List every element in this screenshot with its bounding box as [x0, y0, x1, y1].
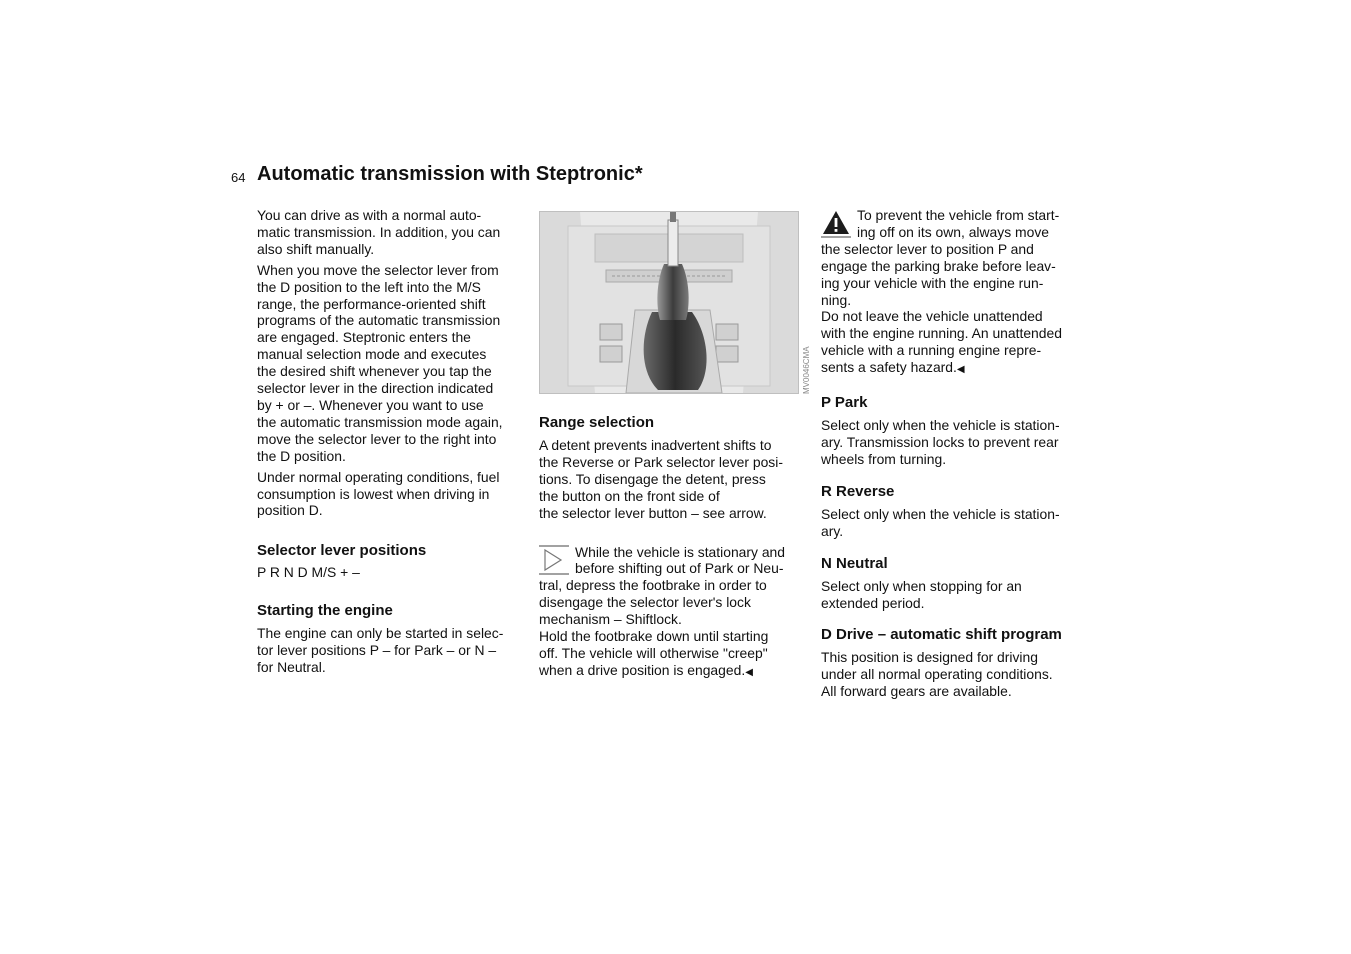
text-line: the automatic transmission mode again, [257, 413, 503, 430]
neutral-paragraph [821, 578, 1096, 612]
range-selection-paragraph [539, 437, 811, 522]
text-line: Under normal operating conditions, fuel [257, 468, 500, 485]
note-indented-lines [539, 544, 811, 578]
column-1 [257, 207, 532, 680]
range-selection-heading: Range selection [539, 414, 655, 431]
text-line: mechanism – Shiftlock. [539, 611, 682, 628]
text-line: tions. To disengage the detent, press [539, 470, 766, 487]
end-mark-icon: ◀ [956, 364, 965, 376]
text-line: the selector lever button – see arrow. [539, 504, 767, 521]
text-line: off. The vehicle will otherwise "creep" [539, 644, 768, 661]
warning-lines [821, 241, 1096, 359]
drive-paragraph [821, 649, 1096, 700]
safety-warning [821, 207, 1096, 379]
starting-engine-heading: Starting the engine [257, 602, 393, 620]
text-line: A detent prevents inadvertent shifts to [539, 437, 772, 453]
page-number: 64 [231, 170, 246, 185]
column-2 [539, 413, 811, 682]
text-line: This position is designed for driving [821, 649, 1038, 666]
page-title: Automatic transmission with Steptronic* [257, 163, 643, 185]
text-line: tor lever positions P – for Park – or N – [257, 642, 497, 659]
text-line: The engine can only be started in selec- [257, 625, 504, 642]
note-lines [539, 577, 811, 662]
text-line: the desired shift whenever you tap the [257, 363, 492, 380]
text-line: the D position to the left into the M/S [257, 278, 481, 295]
reverse-paragraph [821, 506, 1096, 540]
selector-positions-list: P R N D M/S + – [257, 564, 360, 581]
text-line: tral, depress the footbrake in order to [539, 577, 767, 594]
text-line: also shift manually. [257, 240, 375, 257]
text-line: position D. [257, 502, 323, 519]
text-line: To prevent the vehicle from start- [857, 207, 1060, 223]
text-line: wheels from turning. [821, 450, 947, 467]
selector-positions-heading: Selector lever positions [257, 542, 427, 560]
drive-heading: D Drive – automatic shift program [821, 626, 1062, 644]
text-line: manual selection mode and executes [257, 346, 487, 363]
text-line: the button on the front side of [539, 487, 720, 504]
text-line: You can drive as with a normal auto- [257, 207, 482, 223]
note-triangle-icon [539, 545, 569, 575]
neutral-heading: N Neutral [821, 554, 888, 572]
ms-range-paragraph [257, 262, 532, 465]
svg-text:MV0046CMA: MV0046CMA [802, 346, 811, 394]
text-line: ing off on its own, always move [857, 223, 1049, 240]
text-line: matic transmission. In addition, you can [257, 223, 501, 240]
warning-last-line: sents a safety hazard.◀ [821, 359, 965, 376]
reverse-heading: R Reverse [821, 482, 895, 500]
text-line: ary. Transmission locks to prevent rear [821, 433, 1059, 450]
text-line: move the selector lever to the right into [257, 430, 497, 447]
text-line: All forward gears are available. [821, 683, 1012, 700]
selector-lever-photo [539, 211, 799, 394]
text-line: with the engine running. An unattended [821, 325, 1062, 342]
intro-paragraph [257, 207, 532, 258]
text-line: When you move the selector lever from [257, 261, 499, 278]
text-line: disengage the selector lever's lock [539, 594, 751, 611]
text-line: the Reverse or Park selector lever posi- [539, 453, 783, 470]
shiftlock-note [539, 544, 811, 682]
shift-lever-photo-icon [540, 212, 798, 393]
text-line: While the vehicle is stationary and [575, 543, 786, 560]
text-line: engage the parking brake before leav- [821, 257, 1056, 274]
image-code-label [799, 336, 813, 396]
text-line: under all normal operating conditions. [821, 666, 1053, 683]
starting-engine-paragraph [257, 625, 532, 676]
text-line: for Neutral. [257, 659, 326, 676]
end-mark-icon: ◀ [745, 666, 753, 678]
text-line: before shifting out of Park or Neu- [575, 560, 784, 577]
fuel-paragraph [257, 469, 532, 520]
text-line: Hold the footbrake down until starting [539, 628, 769, 645]
text-line: ning. [821, 291, 852, 308]
text-line: Do not leave the vehicle unattended [821, 308, 1043, 325]
text-line: consumption is lowest when driving in [257, 485, 490, 502]
text-line: ing your vehicle with the engine run- [821, 274, 1044, 291]
text-line: are engaged. Steptronic enters the [257, 329, 471, 346]
column-3 [821, 207, 1096, 704]
text-line: selector lever in the direction indicated [257, 380, 494, 397]
warning-indented-lines [821, 207, 1096, 241]
text-line: range, the performance-oriented shift [257, 295, 486, 312]
text-line: Select only when stopping for an [821, 577, 1022, 594]
warning-icon [821, 208, 851, 238]
text-line: the D position. [257, 447, 346, 464]
note-last-line: when a drive position is engaged.◀ [539, 661, 753, 678]
text-line: by + or –. Whenever you want to use [257, 396, 484, 413]
text-line: Select only when the vehicle is station- [821, 417, 1060, 434]
park-paragraph [821, 417, 1096, 468]
text-line: ary. [821, 522, 844, 539]
text-line: vehicle with a running engine repre- [821, 342, 1042, 359]
text-line: the selector lever to position P and [821, 240, 1034, 257]
text-line: Select only when the vehicle is station- [821, 505, 1060, 522]
park-heading: P Park [821, 394, 868, 412]
text-line: programs of the automatic transmission [257, 312, 501, 329]
text-line: extended period. [821, 594, 925, 611]
